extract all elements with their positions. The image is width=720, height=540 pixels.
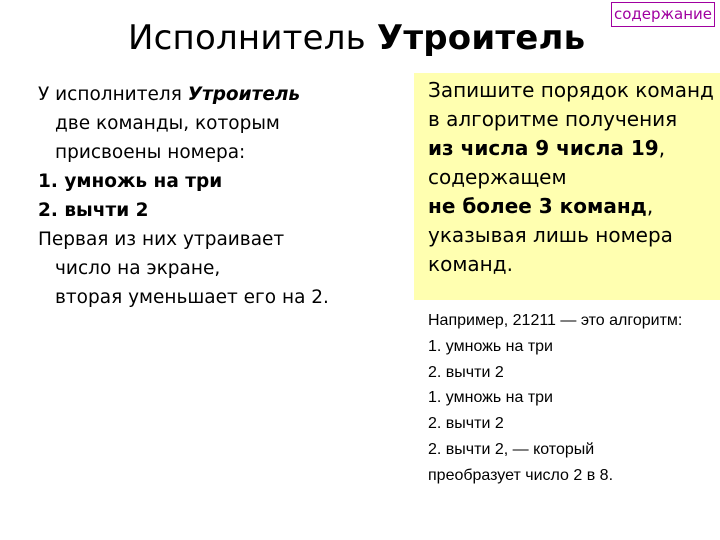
task-line bbox=[428, 134, 720, 163]
task-line: Запишите порядок команд bbox=[428, 78, 714, 102]
desc-line: Первая из них утраивает bbox=[38, 229, 285, 250]
task-line: команд. bbox=[428, 252, 513, 276]
executor-description bbox=[38, 80, 329, 312]
title-normal: Исполнитель bbox=[128, 18, 377, 58]
executor-name: Утроитель bbox=[187, 84, 301, 105]
example-line: 1. умножь на три bbox=[428, 337, 553, 355]
desc-line: две команды, которым bbox=[55, 113, 280, 134]
example-line: Например, 21211 — это алгоритм: bbox=[428, 312, 683, 329]
task-punct: , bbox=[646, 194, 654, 218]
example-line: 2. вычти 2 bbox=[428, 415, 504, 433]
command-1 bbox=[38, 167, 329, 196]
slide-title bbox=[128, 18, 585, 58]
example-line: преобразует число 2 в 8. bbox=[428, 466, 614, 484]
command-2 bbox=[38, 196, 329, 225]
desc-line: присвоены номера: bbox=[55, 142, 246, 163]
command-1-label: 1. умножь на три bbox=[38, 171, 223, 192]
task-box bbox=[414, 73, 720, 300]
task-numbers: из числа 9 числа 19 bbox=[428, 136, 659, 160]
task-line: в алгоритме получения bbox=[428, 107, 678, 131]
task-punct: , bbox=[658, 136, 666, 160]
contents-button[interactable]: содержание bbox=[611, 2, 715, 27]
task-line: указывая лишь номера bbox=[428, 223, 673, 247]
example-line: 2. вычти 2 bbox=[428, 363, 504, 381]
command-2-label: 2. вычти 2 bbox=[38, 200, 149, 221]
task-limit: не более 3 команд bbox=[428, 194, 647, 218]
example-line: 1. умножь на три bbox=[428, 389, 553, 407]
desc-text: У исполнителя bbox=[38, 84, 188, 105]
example-block bbox=[428, 308, 682, 489]
task-line: содержащем bbox=[428, 165, 567, 189]
example-line: 2. вычти 2, — который bbox=[428, 440, 595, 458]
desc-line bbox=[38, 80, 329, 109]
desc-line: вторая уменьшает его на 2. bbox=[55, 287, 329, 308]
title-bold: Утроитель bbox=[376, 18, 586, 58]
task-line bbox=[428, 192, 720, 221]
desc-line: число на экране, bbox=[55, 258, 221, 279]
